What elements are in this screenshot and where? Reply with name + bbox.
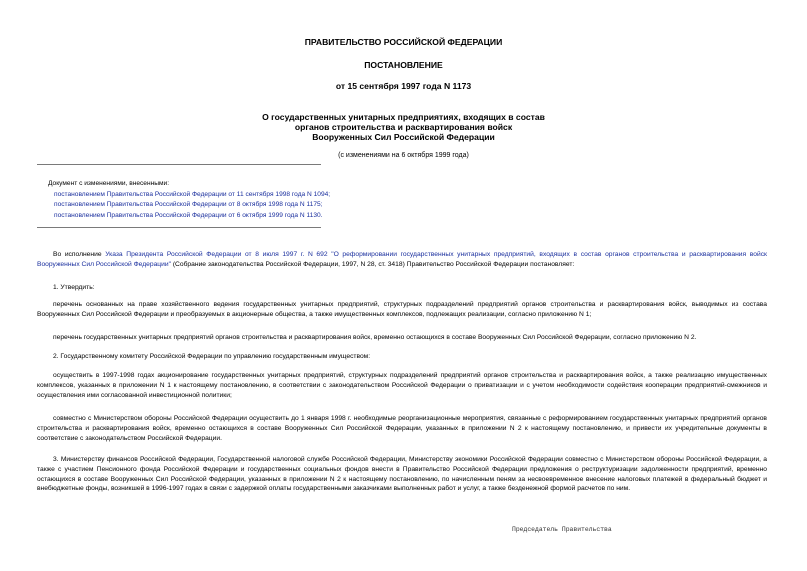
top-divider	[37, 164, 321, 165]
amendment-note: (с изменениями на 6 октября 1999 года)	[338, 152, 469, 159]
paragraph-3-finance	[37, 455, 767, 494]
change-link-1999-1130[interactable]: постановлением Правительства Российской Федерации от 6 октября 1999 года N 1130.	[54, 211, 323, 219]
preamble-paragraph	[37, 250, 767, 270]
preamble-prefix: Во исполнение	[53, 251, 106, 258]
paragraph-text: 1. Утвердить:	[53, 284, 95, 291]
paragraph-list-1	[37, 300, 767, 320]
paragraph-2-a	[37, 371, 767, 400]
changes-intro: Документ с изменениями, внесенными:	[48, 180, 170, 187]
paragraph-text: совместно с Министерством обороны Российской Федерации осуществить до 1 января 1998 г. необходимые реорганизационные мероприятия, связанные с реформированием государственных унитарных предприятий органов строительства и расквартирования войск, временно остающихся в составе Вооруженных Сил Российской Федерации, указанных в приложении N 2 к настоящему постановлению, и привести их учредительные документы в соответствие с законодательством Российской Федерации.	[37, 415, 767, 442]
document-type: ПОСТАНОВЛЕНИЕ	[364, 60, 443, 70]
paragraph-text: перечень государственных унитарных предприятий органов строительства и расквартирования войск, временно остающихся в составе Вооруженных Сил Российской Федерации, согласно приложению N 2.	[53, 334, 697, 341]
preamble-suffix: (Собрание законодательства Российской Федерации, 1997, N 28, ст. 3418) Правительство Российской Федерации постановляет:	[170, 260, 575, 268]
document-title-line-1: О государственных унитарных предприятиях, входящих в состав	[262, 112, 545, 122]
paragraph-2-b	[37, 414, 767, 443]
change-link-1998-1175[interactable]: постановлением Правительства Российской Федерации от 8 октября 1998 года N 1175;	[54, 201, 323, 208]
changes-block	[48, 179, 330, 221]
change-link-1998-1094[interactable]: постановлением Правительства Российской Федерации от 11 сентября 1998 года N 1094;	[54, 190, 331, 198]
bottom-divider	[37, 227, 321, 228]
paragraph-2-committee	[37, 352, 767, 362]
document-date-number: от 15 сентября 1997 года N 1173	[335, 81, 472, 91]
paragraph-list-2	[37, 333, 767, 343]
signature-line: Председатель Правительства	[512, 526, 612, 533]
paragraph-text: 3. Министерству финансов Российской Федерации, Государственной налоговой службе Российской Федерации, Министерству экономики Российской Федерации совместно с Министерством обороны Российской Федерации, а также с участием Пенсионного фонда Российской Федерации и государственных социальных фондов внести в Правительство Российской Федерации предложения о реструктуризации задолженности предприятий, временно остающихся в составе Вооруженных Сил Российской Федерации, указанных в приложении N 2 к настоящему постановлению, по начисленным пеням за несвоевременное внесение налоговых платежей в федеральный бюджет и внебюджетные фонды, возникшей в 1996-1997 годах в связи с задержкой оплаты государственными заказчиками выполненных работ и услуг, а также безденежной формой расчетов по ним.	[37, 456, 767, 493]
government-heading: ПРАВИТЕЛЬСТВО РОССИЙСКОЙ ФЕДЕРАЦИИ	[304, 37, 503, 47]
document-title-line-3: Вооруженных Сил Российской Федерации	[312, 132, 495, 142]
document-title-line-2: органов строительства и расквартирования войск	[294, 122, 513, 132]
paragraph-text: перечень основанных на праве хозяйственного ведения государственных унитарных предприятий, структурных подразделений предприятий органов строительства и расквартирования войск, выводимых из состава Вооруженных Сил Российской Федерации и преобразуемых в акционерные общества, а также имущественных комплексов, подлежащих реализации, согласно приложению N 1;	[37, 301, 767, 318]
decree-link[interactable]: Указа Президента Российской Федерации от 8 июля 1997 г. N 692 "О реформировании государственных унитарных предприятий, входящих в состав органов строительства и расквартирования войск Вооруженных Сил Российской Федерации"	[37, 251, 767, 268]
paragraph-text: осуществить в 1997-1998 годах акционирование государственных унитарных предприятий, структурных подразделений предприятий органов строительства и расквартирования войск, а также реализацию имущественных комплексов, указанных в приложении N 1 к настоящему постановлению, в соответствии с законодательством Российской Федерации о приватизации и с учетом необходимости содействия кооперации предприятий-смежников и осуществления ими согласованной инвестиционной политики;	[37, 372, 767, 399]
paragraph-text: 2. Государственному комитету Российской Федерации по управлению государственным имуществом:	[53, 353, 371, 360]
paragraph-1-approve	[37, 283, 767, 293]
